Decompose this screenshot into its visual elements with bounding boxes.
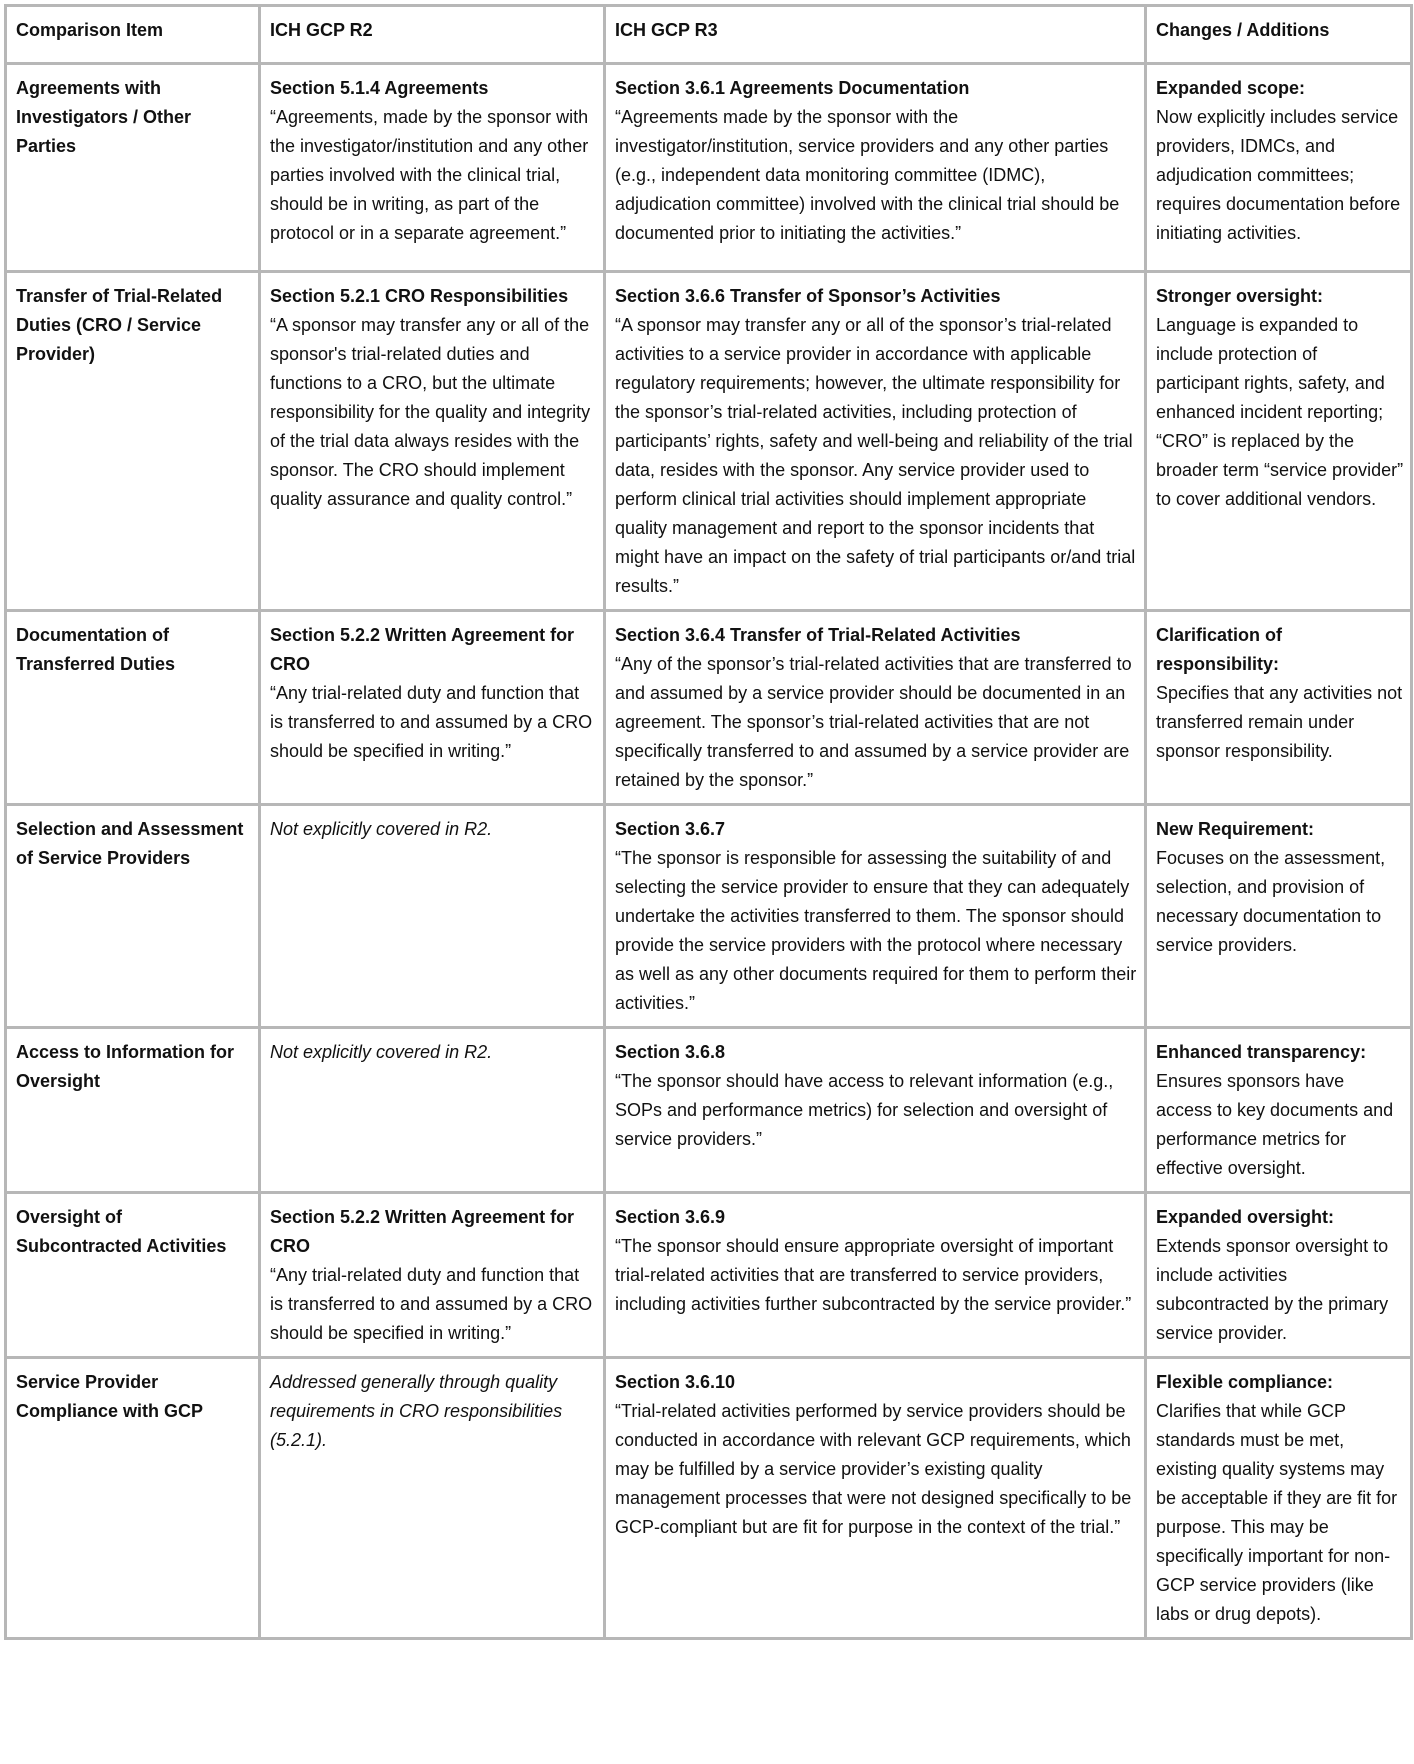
comparison-item-cell: Transfer of Trial-Related Duties (CRO / Service Provider) — [6, 272, 260, 611]
changes-cell — [1146, 611, 1412, 805]
r3-text: “The sponsor should ensure appropriate oversight of important trial-related activities that are transferred to service providers, including activities further subcontracted by the service provider.” — [615, 1236, 1132, 1314]
r2-text: “Any trial-related duty and function that is transferred to and assumed by a CRO should be specified in writing.” — [270, 683, 593, 761]
changes-cell — [1146, 64, 1412, 272]
r3-text: “Trial-related activities performed by service providers should be conducted in accordance with relevant GCP requirements, which may be fulfilled by a service provider’s existing quality management processes that were not designed specifically to be GCP-compliant but are fit for purpose in the context of the trial.” — [615, 1401, 1132, 1537]
change-text: Extends sponsor oversight to include activities subcontracted by the primary service provider. — [1156, 1236, 1389, 1343]
r2-cell — [260, 611, 605, 805]
r3-section-title: Section 3.6.4 Transfer of Trial-Related Activities — [615, 625, 1021, 645]
header-ich-gcp-r2: ICH GCP R2 — [260, 6, 605, 64]
comparison-item-cell: Service Provider Compliance with GCP — [6, 1358, 260, 1639]
r3-text: “The sponsor should have access to relevant information (e.g., SOPs and performance metrics) for selection and oversight of service providers.” — [615, 1071, 1114, 1149]
r3-cell — [605, 64, 1146, 272]
r3-text: “Any of the sponsor’s trial-related activities that are transferred to and assumed by a service provider should be documented in an agreement. The sponsor’s trial-related activities that are not specifically transferred to and assumed by a service provider are retained by the sponsor.” — [615, 654, 1132, 790]
changes-cell — [1146, 805, 1412, 1028]
r2-cell — [260, 1358, 605, 1639]
r2-section-title: Section 5.2.2 Written Agreement for CRO — [270, 625, 575, 674]
header-comparison-item: Comparison Item — [6, 6, 260, 64]
r3-cell — [605, 611, 1146, 805]
r3-section-title: Section 3.6.8 — [615, 1042, 726, 1062]
r2-text: “Agreements, made by the sponsor with the investigator/institution and any other parties involved with the clinical trial, should be in writing, as part of the protocol or in a separate agreement.” — [270, 107, 589, 243]
change-title: New Requirement: — [1156, 819, 1315, 839]
comparison-item-cell: Access to Information for Oversight — [6, 1028, 260, 1193]
comparison-table — [4, 4, 1413, 1640]
change-text: Specifies that any activities not transferred remain under sponsor responsibility. — [1156, 683, 1403, 761]
r3-text: “The sponsor is responsible for assessing the suitability of and selecting the service provider to ensure that they can adequately undertake the activities transferred to them. The sponsor should provide the service providers with the protocol where necessary as well as any other documents required for them to perform their activities.” — [615, 848, 1137, 1013]
change-text: Ensures sponsors have access to key documents and performance metrics for effective oversight. — [1156, 1071, 1394, 1178]
table-row — [6, 1358, 1412, 1639]
change-text: Focuses on the assessment, selection, and provision of necessary documentation to service providers. — [1156, 848, 1386, 955]
comparison-item-cell: Selection and Assessment of Service Providers — [6, 805, 260, 1028]
r2-cell — [260, 1028, 605, 1193]
change-title: Flexible compliance: — [1156, 1372, 1334, 1392]
table-row — [6, 1193, 1412, 1358]
comparison-item-cell: Agreements with Investigators / Other Parties — [6, 64, 260, 272]
changes-cell — [1146, 272, 1412, 611]
r3-text: “A sponsor may transfer any or all of the sponsor’s trial-related activities to a service provider in accordance with applicable regulatory requirements; however, the ultimate responsibility for the sponsor’s trial-related activities, including protection of participants’ rights, safety and well-being and reliability of the trial data, resides with the sponsor. Any service provider used to perform clinical trial activities should implement appropriate quality management and report to the sponsor incidents that might have an impact on the safety of trial participants or/and trial results.” — [615, 315, 1136, 596]
change-title: Stronger oversight: — [1156, 286, 1324, 306]
r3-section-title: Section 3.6.9 — [615, 1207, 726, 1227]
r2-text: Not explicitly covered in R2. — [270, 819, 493, 839]
header-ich-gcp-r3: ICH GCP R3 — [605, 6, 1146, 64]
r3-text: “Agreements made by the sponsor with the investigator/institution, service providers and any other parties (e.g., independent data monitoring committee (IDMC), adjudication committee) involved with the clinical trial should be documented prior to initiating the activities.” — [615, 107, 1120, 243]
r3-cell — [605, 1358, 1146, 1639]
changes-cell — [1146, 1358, 1412, 1639]
change-text: Clarifies that while GCP standards must be met, existing quality systems may be acceptable if they are fit for purpose. This may be specifically important for non-GCP service providers (like labs or drug depots). — [1156, 1401, 1398, 1624]
r3-section-title: Section 3.6.6 Transfer of Sponsor’s Activities — [615, 286, 1001, 306]
table-row — [6, 1028, 1412, 1193]
r3-cell — [605, 805, 1146, 1028]
header-changes-additions: Changes / Additions — [1146, 6, 1412, 64]
changes-cell — [1146, 1193, 1412, 1358]
table-row — [6, 805, 1412, 1028]
changes-cell — [1146, 1028, 1412, 1193]
change-text: Now explicitly includes service providers, IDMCs, and adjudication committees; requires documentation before initiating activities. — [1156, 107, 1401, 243]
r3-section-title: Section 3.6.7 — [615, 819, 726, 839]
r2-text: “A sponsor may transfer any or all of the sponsor's trial-related duties and functions to a CRO, but the ultimate responsibility for the quality and integrity of the trial data always resides with the sponsor. The CRO should implement quality assurance and quality control.” — [270, 315, 591, 509]
r3-cell — [605, 1193, 1146, 1358]
table-row — [6, 611, 1412, 805]
r3-cell — [605, 1028, 1146, 1193]
r2-text: “Any trial-related duty and function that is transferred to and assumed by a CRO should be specified in writing.” — [270, 1265, 593, 1343]
change-title: Expanded scope: — [1156, 78, 1306, 98]
table-row — [6, 272, 1412, 611]
r3-cell — [605, 272, 1146, 611]
r2-cell — [260, 1193, 605, 1358]
r2-section-title: Section 5.2.2 Written Agreement for CRO — [270, 1207, 575, 1256]
r3-section-title: Section 3.6.1 Agreements Documentation — [615, 78, 970, 98]
r2-cell — [260, 805, 605, 1028]
change-title: Enhanced transparency: — [1156, 1042, 1367, 1062]
r2-text: Addressed generally through quality requirements in CRO responsibilities (5.2.1). — [270, 1372, 563, 1450]
r3-section-title: Section 3.6.10 — [615, 1372, 736, 1392]
r2-cell — [260, 64, 605, 272]
change-title: Expanded oversight: — [1156, 1207, 1335, 1227]
change-title: Clarification of responsibility: — [1156, 625, 1283, 674]
r2-cell — [260, 272, 605, 611]
r2-section-title: Section 5.1.4 Agreements — [270, 78, 489, 98]
change-text: Language is expanded to include protection of participant rights, safety, and enhanced incident reporting; “CRO” is replaced by the broader term “service provider” to cover additional vendors. — [1156, 315, 1404, 509]
r2-text: Not explicitly covered in R2. — [270, 1042, 493, 1062]
table-header-row — [6, 6, 1412, 64]
table-row — [6, 64, 1412, 272]
r2-section-title: Section 5.2.1 CRO Responsibilities — [270, 286, 569, 306]
comparison-item-cell: Documentation of Transferred Duties — [6, 611, 260, 805]
comparison-item-cell: Oversight of Subcontracted Activities — [6, 1193, 260, 1358]
